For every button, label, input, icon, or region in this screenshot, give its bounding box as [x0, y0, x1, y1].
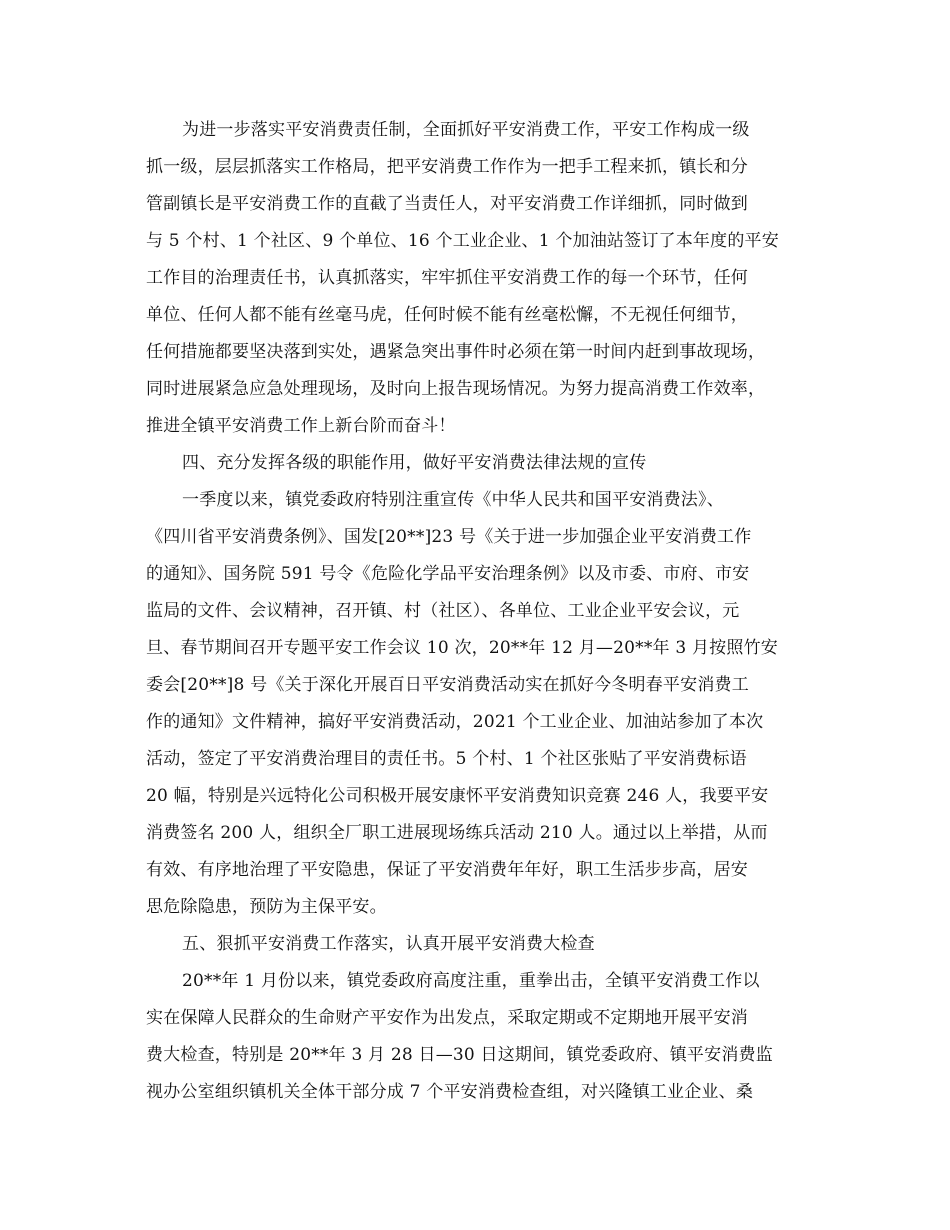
text-line: 一季度以来，镇党委政府特别注重宣传《中华人民共和国平安消费法》、	[182, 490, 724, 510]
text-line: 管副镇长是平安消费工作的直截了当责任人，对平安消费工作详细抓，同时做到	[146, 194, 748, 214]
text-line: 20**年 1 月份以来，镇党委政府高度注重，重拳出击，全镇平安消费工作以	[182, 971, 760, 991]
text-line: 的通知》、国务院 591 号令《危险化学品平安治理条例》以及市委、市府、市安	[146, 564, 750, 584]
text-line: 费大检查，特别是 20**年 3 月 28 日—30 日这期间，镇党委政府、镇平安消费监	[146, 1045, 773, 1065]
section-heading	[146, 445, 806, 482]
text-line: 实在保障人民群众的生命财产平安作为出发点，采取定期或不定期地开展平安消	[146, 1008, 748, 1028]
text-line: 监局的文件、会议精神，召开镇、村（社区）、各单位、工业企业平安会议，元	[146, 601, 740, 621]
text-line: 任何措施都要坚决落到实处，遇紧急突出事件时必须在第一时间内赶到事故现场，	[146, 342, 766, 362]
text-line: 抓一级，层层抓落实工作格局，把平安消费工作作为一把手工程来抓，镇长和分	[146, 157, 748, 177]
heading-line: 四、充分发挥各级的职能作用，做好平安消费法律法规的宣传	[182, 453, 647, 473]
paragraph	[146, 112, 806, 445]
text-line: 与 5 个村、1 个社区、9 个单位、16 个工业企业、1 个加油站签订了本年度的平安	[146, 231, 779, 251]
text-line: 《四川省平安消费条例》、国发[20**]23 号《关于进一步加强企业平安消费工作	[146, 527, 752, 547]
text-line: 推进全镇平安消费工作上新台阶而奋斗！	[146, 416, 456, 436]
text-line: 同时进展紧急应急处理现场，及时向上报告现场情况。为努力提高消费工作效率，	[146, 379, 766, 399]
text-line: 单位、任何人都不能有丝毫马虎，任何时候不能有丝毫松懈，不无视任何细节，	[146, 305, 748, 325]
text-line: 活动，签定了平安消费治理目的责任书。5 个村、1 个社区张贴了平安消费标语	[146, 749, 747, 769]
heading-line: 五、狠抓平安消费工作落实，认真开展平安消费大检查	[182, 934, 595, 954]
document-page	[146, 112, 806, 1111]
paragraph	[146, 963, 806, 1111]
text-line: 有效、有序地治理了平安隐患，保证了平安消费年年好，职工生活步步高，居安	[146, 860, 748, 880]
text-line: 20 幅，特别是兴远特化公司积极开展安康怀平安消费知识竞赛 246 人，我要平安	[146, 786, 769, 806]
text-line: 思危除隐患，预防为主保平安。	[146, 897, 387, 917]
text-line: 为进一步落实平安消费责任制，全面抓好平安消费工作，平安工作构成一级	[182, 120, 750, 140]
section-heading	[146, 926, 806, 963]
text-line: 视办公室组织镇机关全体干部分成 7 个平安消费检查组，对兴隆镇工业企业、桑	[146, 1082, 754, 1102]
text-line: 委会[20**]8 号《关于深化开展百日平安消费活动实在抓好今冬明春平安消费工	[146, 675, 749, 695]
text-line: 消费签名 200 人，组织全厂职工进展现场练兵活动 210 人。通过以上举措，从而	[146, 823, 768, 843]
text-line: 工作目的治理责任书，认真抓落实，牢牢抓住平安消费工作的每一个环节，任何	[146, 268, 748, 288]
text-line: 旦、春节期间召开专题平安工作会议 10 次，20**年 12 月—20**年 3 月按照竹安	[146, 638, 778, 658]
text-line: 作的通知》文件精神，搞好平安消费活动，2021 个工业企业、加油站参加了本次	[146, 712, 764, 732]
paragraph	[146, 482, 806, 926]
